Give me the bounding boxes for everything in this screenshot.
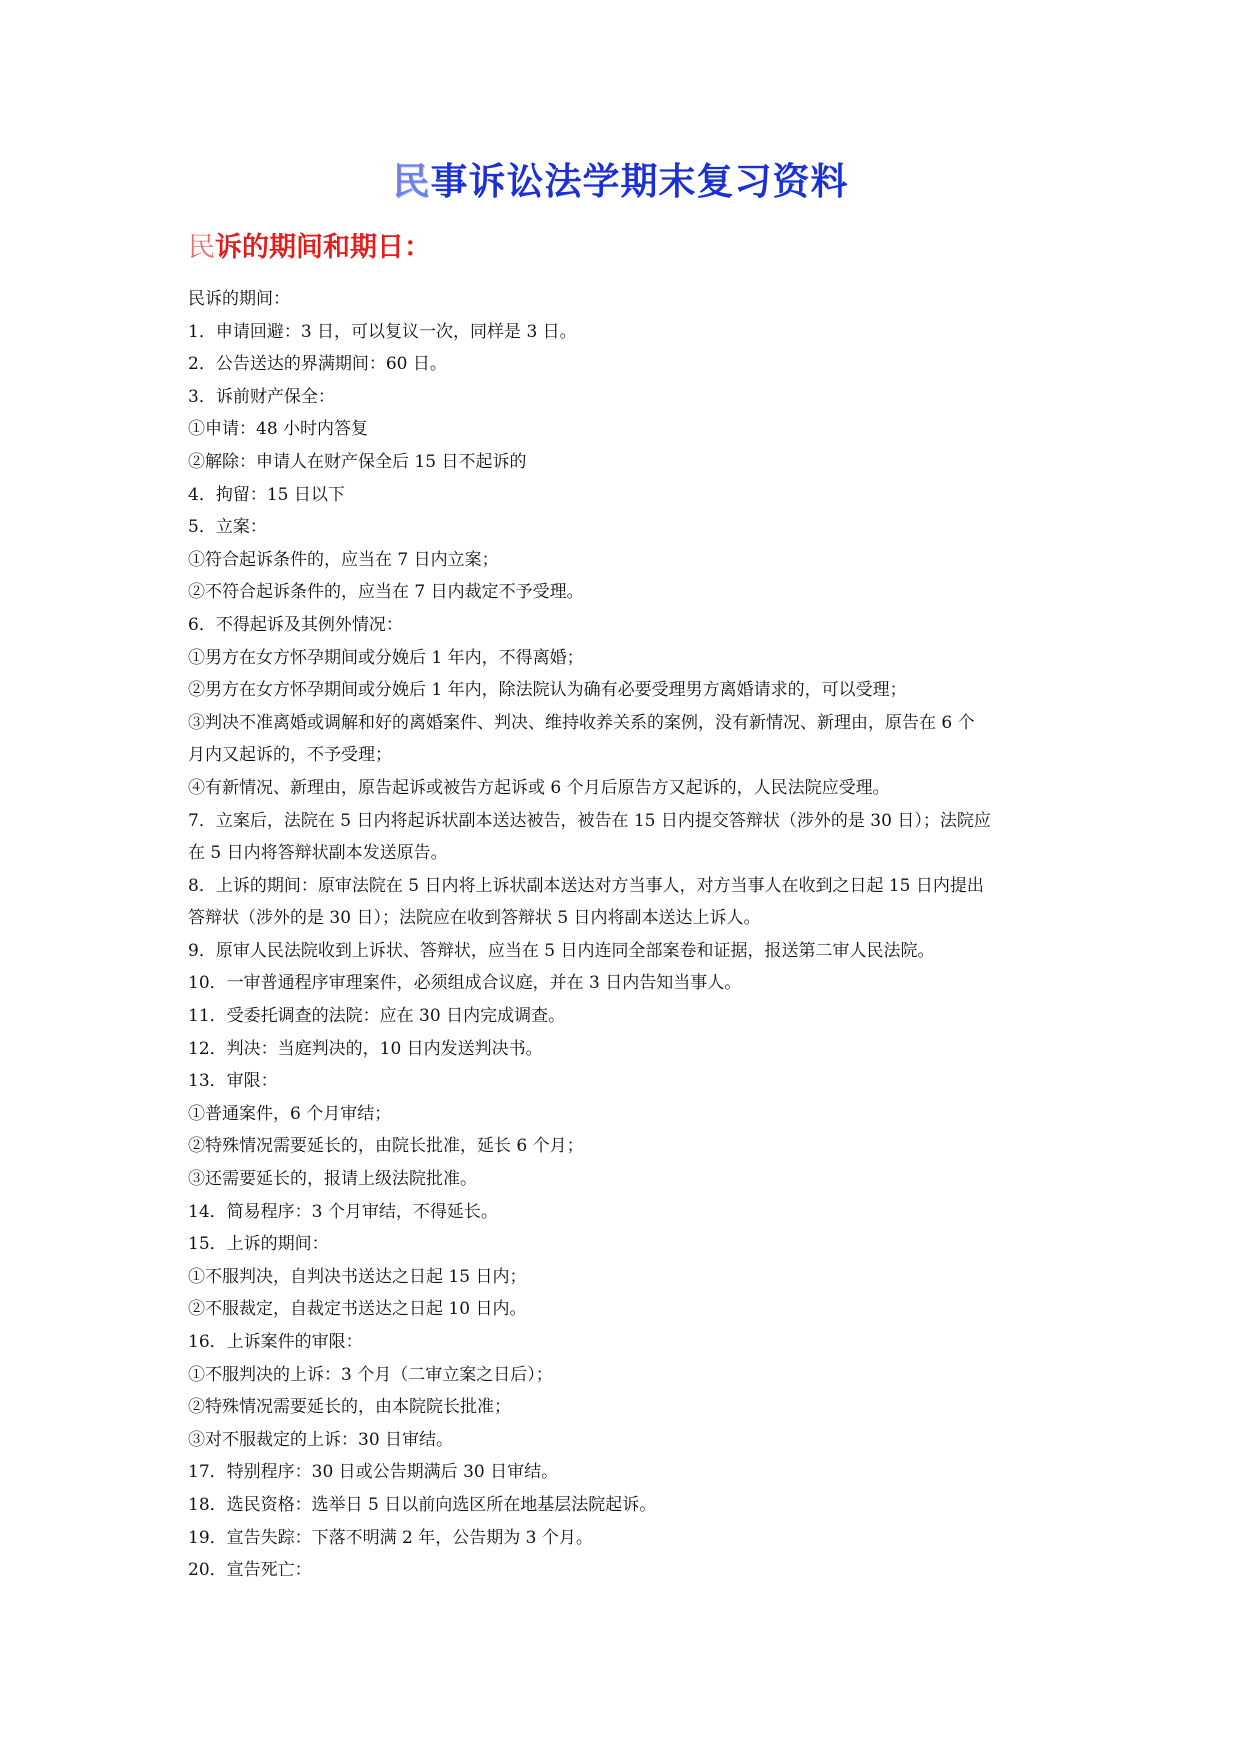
text-line: 7．立案后，法院在 5 日内将起诉状副本送达被告，被告在 15 日内提交答辩状（涉外的是 30 日）；法院应 bbox=[188, 810, 991, 831]
text-line: 在 5 日内将答辩状副本发送原告。 bbox=[188, 843, 448, 864]
text-line: 答辩状（涉外的是 30 日）；法院应在收到答辩状 5 日内将副本送达上诉人。 bbox=[188, 908, 761, 929]
text-line: 19．宣告失踪：下落不明满 2 年，公告期为 3 个月。 bbox=[188, 1527, 593, 1548]
document-body bbox=[188, 283, 1063, 1587]
text-line: ①符合起诉条件的，应当在 7 日内立案； bbox=[188, 549, 499, 570]
text-line: 17．特别程序：30 日或公告期满后 30 日审结。 bbox=[188, 1462, 559, 1483]
document-title bbox=[0, 160, 1241, 204]
text-line: ②不服裁定，自裁定书送达之日起 10 日内。 bbox=[188, 1299, 527, 1320]
heading-first-char: 民 bbox=[188, 232, 215, 263]
text-line: 16．上诉案件的审限： bbox=[188, 1332, 363, 1352]
text-line: ②特殊情况需要延长的，由本院院长批准； bbox=[188, 1397, 511, 1418]
text-line: ②男方在女方怀孕期间或分娩后 1 年内，除法院认为确有必要受理男方离婚请求的，可以受理； bbox=[188, 680, 907, 701]
title-text: 事诉讼法学期末复习资料 bbox=[430, 160, 849, 203]
title-first-char: 民 bbox=[392, 160, 431, 203]
text-line: 13．审限： bbox=[188, 1071, 278, 1092]
text-line: 20．宣告死亡： bbox=[188, 1560, 312, 1581]
text-line: ③还需要延长的，报请上级法院批准。 bbox=[188, 1169, 477, 1190]
text-line: 1．申请回避：3 日，可以复议一次，同样是 3 日。 bbox=[188, 321, 577, 342]
text-line: ①普通案件，6 个月审结； bbox=[188, 1103, 392, 1124]
text-line: 9．原审人民法院收到上诉状、答辩状，应当在 5 日内连同全部案卷和证据，报送第二审人民法院。 bbox=[188, 940, 935, 961]
text-line: ①男方在女方怀孕期间或分娩后 1 年内，不得离婚； bbox=[188, 647, 584, 668]
text-line: 月内又起诉的，不予受理； bbox=[188, 745, 392, 766]
text-line: 2．公告送达的界满期间：60 日。 bbox=[188, 354, 447, 375]
text-line: 14．简易程序：3 个月审结，不得延长。 bbox=[188, 1201, 498, 1222]
text-line: 12．判决：当庭判决的，10 日内发送判决书。 bbox=[188, 1038, 543, 1059]
text-line: ③判决不准离婚或调解和好的离婚案件、判决、维持收养关系的案例，没有新情况、新理由，原告在 6 个 bbox=[188, 712, 975, 733]
text-line: ②不符合起诉条件的，应当在 7 日内裁定不予受理。 bbox=[188, 582, 584, 603]
text-line: ②特殊情况需要延长的，由院长批准，延长 6 个月； bbox=[188, 1136, 584, 1157]
text-line: 民诉的期间： bbox=[188, 289, 290, 309]
text-line: ①不服判决的上诉：3 个月（二审立案之日后）； bbox=[188, 1364, 553, 1385]
text-line: 8．上诉的期间：原审法院在 5 日内将上诉状副本送达对方当事人，对方当事人在收到之日起 15 日内提出 bbox=[188, 875, 984, 896]
heading-text: 诉的期间和期日： bbox=[215, 232, 431, 263]
text-line: ②解除：申请人在财产保全后 15 日不起诉的 bbox=[188, 451, 527, 472]
text-line: 10．一审普通程序审理案件，必须组成合议庭，并在 3 日内告知当事人。 bbox=[188, 973, 742, 994]
text-line: 3．诉前财产保全： bbox=[188, 386, 335, 407]
text-line: 15．上诉的期间： bbox=[188, 1234, 329, 1255]
text-line: 4．拘留：15 日以下 bbox=[188, 484, 345, 505]
text-line: 6．不得起诉及其例外情况： bbox=[188, 614, 403, 635]
text-line: ③对不服裁定的上诉：30 日审结。 bbox=[188, 1429, 454, 1450]
text-line: 18．选民资格：选举日 5 日以前向选区所在地基层法院起诉。 bbox=[188, 1494, 657, 1515]
text-line: ①不服判决，自判决书送达之日起 15 日内； bbox=[188, 1266, 527, 1287]
text-line: 11．受委托调查的法院：应在 30 日内完成调查。 bbox=[188, 1006, 566, 1027]
text-line: ①申请：48 小时内答复 bbox=[188, 419, 369, 440]
text-line: ④有新情况、新理由，原告起诉或被告方起诉或 6 个月后原告方又起诉的，人民法院应受理。 bbox=[188, 777, 890, 798]
text-line: 5．立案： bbox=[188, 517, 267, 538]
section-heading bbox=[188, 230, 431, 266]
